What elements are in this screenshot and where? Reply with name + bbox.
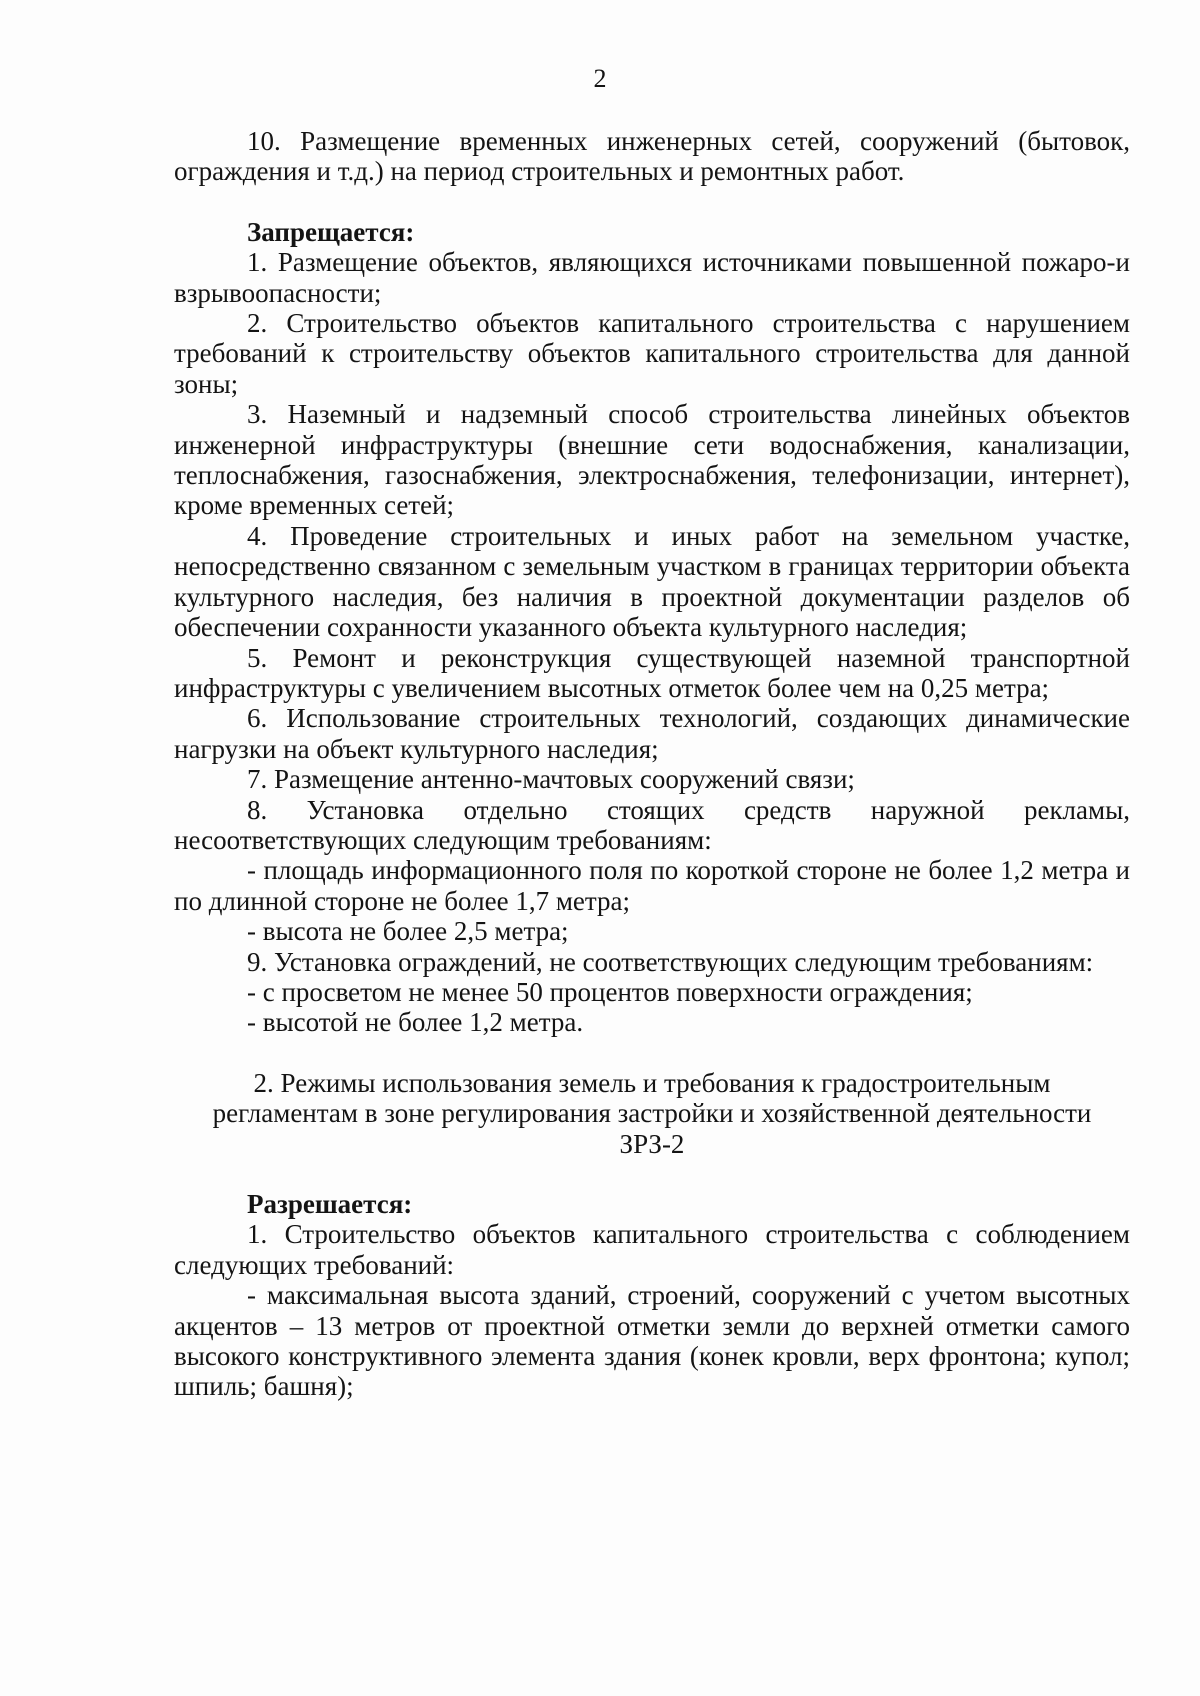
prohibited-section (174, 217, 1130, 1038)
document-body (174, 126, 1130, 1402)
prohibited-item: 9. Установка ограждений, не соответствующих следующим требованиям: (247, 946, 1094, 977)
prohibited-subitem: - с просветом не менее 50 процентов поверхности ограждения; (247, 976, 973, 1007)
prohibited-subitem: - высота не более 2,5 метра; (247, 916, 569, 947)
paragraph-10: 10. Размещение временных инженерных сетей, сооружений (бытовок, ограждения и т.д.) на период строительных и ремонтных работ. (174, 126, 1130, 187)
prohibited-item: 5. Ремонт и реконструкция существующей наземной транспортной инфраструктуры с увеличением высотных отметок более чем на 0,25 метра; (174, 642, 1130, 703)
section-2-title: 2. Режимы использования земель и требования к градостроительным регламентам в зоне регулирования застройки и хозяйственной деятельности ЗРЗ-2 (212, 1067, 1092, 1159)
prohibited-subitem: - высотой не более 1,2 метра. (247, 1007, 584, 1038)
prohibited-item: 3. Наземный и надземный способ строительства линейных объектов инженерной инфраструктуры (внешние сети водоснабжения, канализации, теплоснабжения, газоснабжения, электроснабжения, телефонизации, интернет), кроме временных сетей; (174, 399, 1130, 521)
prohibited-item: 7. Размещение антенно-мачтовых сооружений связи; (247, 764, 855, 795)
prohibited-item: 1. Размещение объектов, являющихся источниками повышенной пожаро-и взрывоопасности; (174, 247, 1130, 308)
permitted-subitem: - максимальная высота зданий, строений, сооружений с учетом высотных акцентов – 13 метров от проектной отметки земли до верхней отметки самого высокого конструктивного элемента здания (конек кровли, верх фронтона; купол; шпиль; башня); (174, 1280, 1130, 1402)
prohibited-item: 2. Строительство объектов капитального строительства с нарушением требований к строительству объектов капитального строительства для данной зоны; (174, 308, 1130, 399)
prohibited-heading: Запрещается: (247, 216, 415, 247)
prohibited-item: 4. Проведение строительных и иных работ на земельном участке, непосредственно связанном с земельным участком в границах территории объекта культурного наследия, без наличия в проектной документации разделов об обеспечении сохранности указанного объекта культурного наследия; (174, 520, 1130, 643)
prohibited-subitem: - площадь информационного поля по короткой стороне не более 1,2 метра и по длинной стороне не более 1,7 метра; (174, 855, 1130, 916)
permitted-item: 1. Строительство объектов капитального строительства с соблюдением следующих требований: (174, 1219, 1130, 1280)
permitted-heading: Разрешается: (247, 1189, 413, 1219)
prohibited-item: 8. Установка отдельно стоящих средств наружной рекламы, несоответствующих следующим требованиям: (174, 794, 1130, 855)
permitted-section (174, 1189, 1130, 1402)
prohibited-item: 6. Использование строительных технологий, создающих динамические нагрузки на объект культурного наследия; (174, 703, 1130, 764)
page-number: 2 (593, 64, 607, 93)
